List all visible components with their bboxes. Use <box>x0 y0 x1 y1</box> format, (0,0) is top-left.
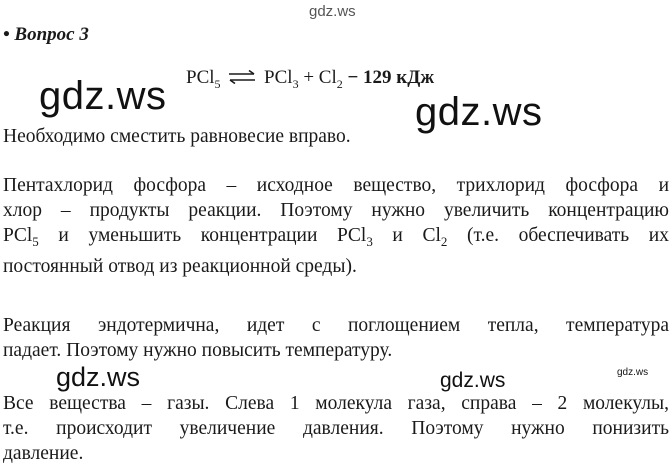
watermark-big-right: gdz.ws <box>415 90 543 134</box>
formula-subscript: 3 <box>366 233 373 249</box>
watermark-mid-right: gdz.ws <box>440 369 506 392</box>
paragraph-line: Пентахлорид фосфора – исходное вещество, трихлорид фосфора и <box>3 175 669 196</box>
equation-product-2: Cl <box>318 67 337 88</box>
paragraph-temperature <box>3 313 669 363</box>
paragraph-line: постоянный отвод из реакционной среды). <box>3 255 357 277</box>
formula-subscript: 2 <box>440 233 448 249</box>
paragraph-line-formulas <box>3 223 669 254</box>
equation-product-2-subscript: 2 <box>336 76 343 91</box>
paragraph-line: т.е. происходит увеличение давления. Поэтому нужно понизить <box>3 418 669 439</box>
paragraph-line: Необходимо сместить равновесие вправо. <box>3 126 351 147</box>
equation-heat: − 129 кДж <box>347 67 435 88</box>
watermark-small: gdz.ws <box>617 367 649 378</box>
equation-reactant-subscript: 5 <box>214 76 221 91</box>
paragraph-line: давление. <box>3 443 84 464</box>
watermark-top: gdz.ws <box>309 3 356 20</box>
watermark-mid-left: gdz.ws <box>56 362 141 392</box>
question-heading: • Вопрос 3 <box>3 24 89 45</box>
formula-subscript: 5 <box>32 233 39 249</box>
paragraph-shift-equilibrium <box>3 124 669 149</box>
equation-product-1: PCl <box>264 67 293 88</box>
formula-text: и уменьшить концентрации PCl <box>38 225 367 246</box>
formula-text: и Cl <box>372 225 441 246</box>
equation-reactant: PCl <box>186 67 215 88</box>
paragraph-line: Реакция эндотермична, идет с поглощением тепла, температура <box>3 315 669 336</box>
equation-product-1-subscript: 3 <box>292 76 299 91</box>
paragraph-pressure <box>3 391 669 466</box>
equation-plus: + <box>303 67 315 88</box>
paragraph-line: хлор – продукты реакции. Поэтому нужно увеличить концентрацию <box>3 200 669 221</box>
reaction-equation <box>186 67 434 92</box>
paragraph-line: Все вещества – газы. Слева 1 молекула газа, справа – 2 молекулы, <box>3 393 669 414</box>
paragraph-line: падает. Поэтому нужно повысить температуру. <box>3 340 393 361</box>
watermark-big-left: gdz.ws <box>39 74 167 118</box>
paragraph-concentration <box>3 173 669 279</box>
formula-text: PCl <box>3 225 33 246</box>
formula-text: (т.е. обеспечивать их <box>447 225 669 246</box>
equilibrium-arrow-icon <box>228 70 256 84</box>
